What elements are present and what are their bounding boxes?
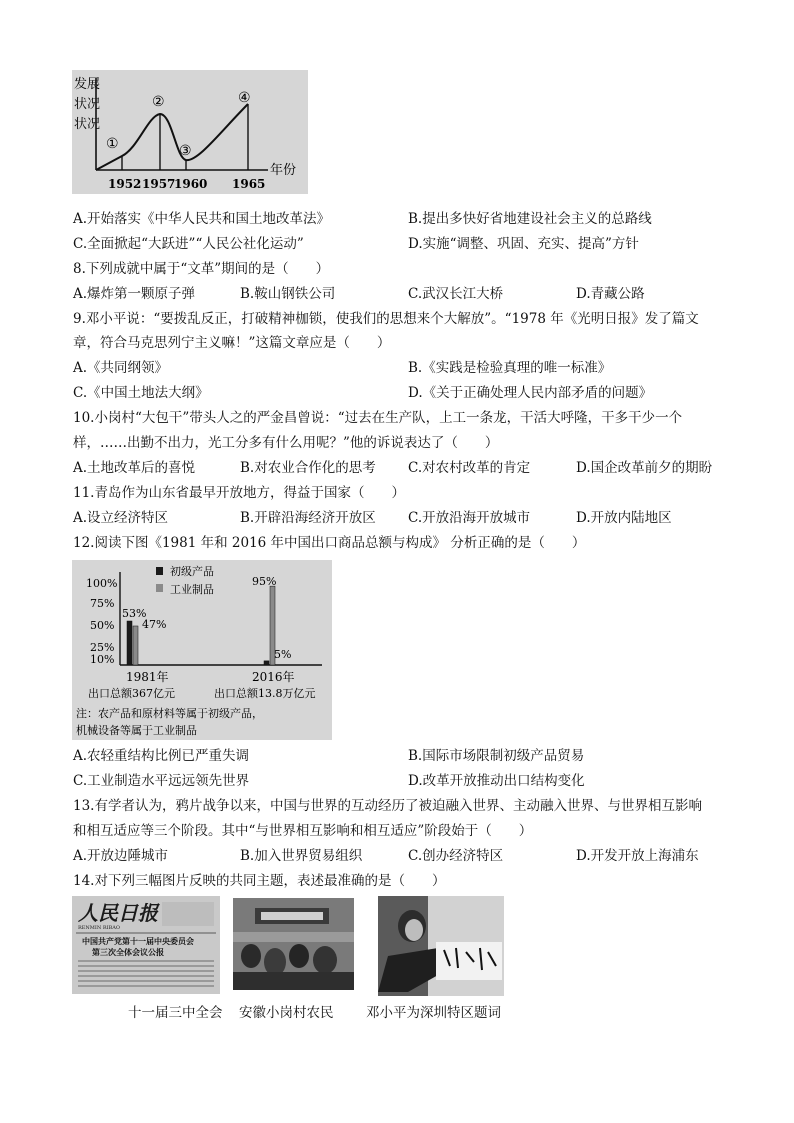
ytick-10: 10% xyxy=(90,653,115,666)
q12-option-d: D.改革开放推动出口结构变化 xyxy=(408,773,585,789)
inscription-svg xyxy=(378,896,504,996)
export-chart xyxy=(72,560,332,740)
q10-stem-line2: 样，……出勤不出力，光工分多有什么用呢？”他的诉说表达了（ ） xyxy=(73,435,499,451)
caption-plenum: 十一届三中全会 xyxy=(128,1005,223,1021)
ytick-100: 100% xyxy=(86,577,118,590)
q7-option-a: A.开始落实《中华人民共和国土地改革法》 xyxy=(73,211,331,227)
q9-stem-line2: 章，符合马克思列宁主义嘛！”这篇文章应是（ ） xyxy=(73,335,391,351)
q12-option-b: B.国际市场限制初级产品贸易 xyxy=(408,748,585,764)
development-graph xyxy=(72,70,308,194)
graph-xlabel: 年份 xyxy=(270,163,297,178)
bar-industrial-0 xyxy=(133,626,138,665)
q11-option-c: C.开放沿海开放城市 xyxy=(408,510,531,526)
export-chart-svg xyxy=(72,560,332,740)
farmers-svg xyxy=(233,898,354,990)
q10-option-a: A.土地改革后的喜悦 xyxy=(73,460,196,476)
legend-swatch-industrial xyxy=(156,584,163,592)
point-2: ② xyxy=(152,94,165,110)
data-label-0: 53% xyxy=(122,607,147,620)
graph-ylabel-1: 发展 xyxy=(74,77,101,92)
q8-option-b: B.鞍山钢铁公司 xyxy=(240,286,336,302)
legend-swatch-primary xyxy=(156,567,163,575)
q8-stem: 8.下列成就中属于“文革”期间的是（ ） xyxy=(73,261,330,277)
category-2016: 2016年 xyxy=(252,670,295,684)
newspaper-subtitle: RENMIN RIBAO xyxy=(78,925,120,931)
category-1981: 1981年 xyxy=(126,670,169,684)
q7-option-c: C.全面掀起“大跃进”“人民公社化运动” xyxy=(73,236,304,252)
point-1: ① xyxy=(106,136,119,152)
q7-option-b: B.提出多快好省地建设社会主义的总路线 xyxy=(408,211,652,227)
graph-ylabel-3: 状况 xyxy=(74,117,101,132)
point-4: ④ xyxy=(238,90,251,106)
chart-note-2: 机械设备等属于工业制品 xyxy=(76,724,197,737)
ytick-50: 50% xyxy=(90,619,115,632)
q12-option-c: C.工业制造水平远远领先世界 xyxy=(73,773,250,789)
data-label-1: 47% xyxy=(142,618,167,631)
development-graph-svg xyxy=(72,70,308,194)
graph-ylabel-2: 状况 xyxy=(74,97,101,112)
caption-farmers: 安徽小岗村农民 xyxy=(239,1005,334,1021)
ytick-25: 25% xyxy=(90,641,115,654)
newspaper-masthead: 人民日报 xyxy=(78,901,158,925)
year-1952: 1952 xyxy=(108,177,142,191)
q8-option-c: C.武汉长江大桥 xyxy=(408,286,504,302)
graph-curve xyxy=(96,104,248,170)
q9-stem-line1: 9.邓小平说：“要拨乱反正，打破精神枷锁，使我们的思想来个大解放”。“1978 年《光明日报》发了篇文 xyxy=(73,311,699,327)
newspaper-photo xyxy=(72,896,220,994)
bar-primary-0 xyxy=(127,621,132,665)
q9-option-a: A.《共同纲领》 xyxy=(73,360,169,376)
q9-option-c: C.《中国土地法大纲》 xyxy=(73,385,209,401)
year-1957: 1957 xyxy=(142,177,176,191)
total-2016: 出口总额13.8万亿元 xyxy=(214,687,316,700)
chart-note-1: 注：农产品和原材料等属于初级产品， xyxy=(76,707,263,720)
q13-option-a: A.开放边陲城市 xyxy=(73,848,169,864)
q12-stem: 12.阅读下图《1981 年和 2016 年中国出口商品总额与构成》 分析正确的是（ ） xyxy=(73,535,586,551)
year-1965: 1965 xyxy=(232,177,266,191)
q11-stem: 11.青岛作为山东省最早开放地方，得益于国家（ ） xyxy=(73,485,405,501)
q13-option-b: B.加入世界贸易组织 xyxy=(240,848,363,864)
q9-option-d: D.《关于正确处理人民内部矛盾的问题》 xyxy=(408,385,653,401)
legend-label-primary: 初级产品 xyxy=(170,565,214,578)
farmers-photo xyxy=(233,898,354,990)
total-1981: 出口总额367亿元 xyxy=(88,687,175,700)
inscription-photo xyxy=(378,896,504,996)
point-3: ③ xyxy=(179,143,192,159)
bar-primary-1 xyxy=(264,661,269,665)
q13-option-d: D.开发开放上海浦东 xyxy=(576,848,699,864)
legend-label-industrial: 工业制品 xyxy=(170,583,214,596)
q12-option-a: A.农轻重结构比例已严重失调 xyxy=(73,748,250,764)
q8-option-a: A.爆炸第一颗原子弹 xyxy=(73,286,196,302)
q10-option-c: C.对农村改革的肯定 xyxy=(408,460,531,476)
newspaper-headline-2: 第三次全体会议公报 xyxy=(92,947,164,957)
data-label-2: 95% xyxy=(252,575,277,588)
q11-option-d: D.开放内陆地区 xyxy=(576,510,672,526)
caption-inscription: 邓小平为深圳特区题词 xyxy=(366,1005,501,1021)
q10-stem-line1: 10.小岗村“大包干”带头人之的严金昌曾说：“过去在生产队，上工一条龙，干活大呼隆，干多干少一个 xyxy=(73,410,683,426)
newspaper-svg xyxy=(72,896,220,994)
q11-option-a: A.设立经济特区 xyxy=(73,510,169,526)
q7-option-d: D.实施“调整、巩固、充实、提高”方针 xyxy=(408,236,639,252)
q10-option-b: B.对农业合作化的思考 xyxy=(240,460,376,476)
year-1960: 1960 xyxy=(174,177,208,191)
q11-option-b: B.开辟沿海经济开放区 xyxy=(240,510,376,526)
q9-option-b: B.《实践是检验真理的唯一标准》 xyxy=(408,360,612,376)
q8-option-d: D.青藏公路 xyxy=(576,286,645,302)
q10-option-d: D.国企改革前夕的期盼 xyxy=(576,460,713,476)
newspaper-headline-1: 中国共产党第十一届中央委员会 xyxy=(82,936,194,946)
q13-option-c: C.创办经济特区 xyxy=(408,848,504,864)
q14-stem: 14.对下列三幅图片反映的共同主题，表述最准确的是（ ） xyxy=(73,873,446,889)
q13-stem-line2: 和相互适应等三个阶段。其中“与世界相互影响和相互适应”阶段始于（ ） xyxy=(73,823,533,839)
q13-stem-line1: 13.有学者认为，鸦片战争以来，中国与世界的互动经历了被迫融入世界、主动融入世界、与世界相互影响 xyxy=(73,798,702,814)
data-label-3: 5% xyxy=(274,648,292,661)
ytick-75: 75% xyxy=(90,597,115,610)
